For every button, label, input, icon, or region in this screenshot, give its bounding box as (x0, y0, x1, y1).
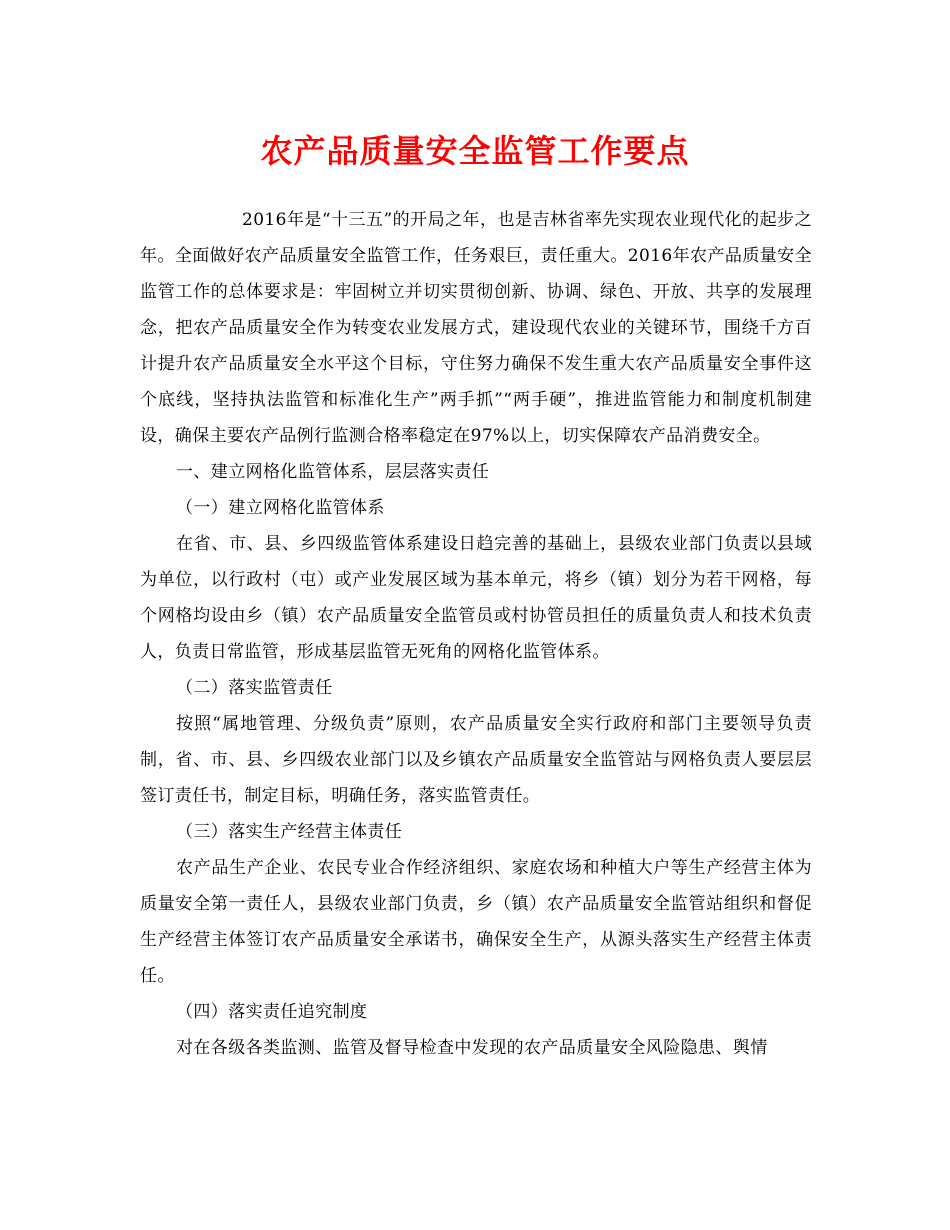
subsection-heading-1: （一）建立网格化监管体系 (176, 498, 385, 518)
subsection-paragraph-4: 对在各级各类监测、监管及督导检查中发现的农产品质量安全风险隐患、舆情 (176, 1038, 768, 1058)
subsection-heading-2: （二）落实监管责任 (176, 678, 333, 698)
section-heading-1: 一、建立网格化监管体系，层层落实责任 (176, 462, 490, 482)
subsection-paragraph-2: 按照“属地管理、分级负责”原则，农产品质量安全实行政府和部门主要领导负责制，省、市、县、乡四级农业部门以及乡镇农产品质量安全监管站与网格负责人要层层签订责任书，制定目标，明确任务，落实监管责任。 (140, 714, 812, 806)
page-title: 农产品质量安全监管工作要点 (260, 132, 690, 170)
subsection-paragraph-1: 在省、市、县、乡四级监管体系建设日趋完善的基础上，县级农业部门负责以县域为单位，以行政村（屯）或产业发展区域为基本单元，将乡（镇）划分为若干网格，每个网格均设由乡（镇）农产品质量安全监管员或村协管员担任的质量负责人和技术负责人，负责日常监管，形成基层监管无死角的网格化监管体系。 (140, 534, 812, 662)
document-body (140, 202, 812, 1066)
intro-paragraph: 2016年是“十三五”的开局之年，也是吉林省率先实现农业现代化的起步之年。全面做好农产品质量安全监管工作，任务艰巨，责任重大。2016年农产品质量安全监管工作的总体要求是：牢固树立并切实贯彻创新、协调、绿色、开放、共享的发展理念，把农产品质量安全作为转变农业发展方式，建设现代农业的关键环节，围绕千方百计提升农产品质量安全水平这个目标，守住努力确保不发生重大农产品质量安全事件这个底线，坚持执法监管和标准化生产”两手抓”“两手硬”，推进监管能力和制度机制建设，确保主要农产品例行监测合格率稳定在97%以上，切实保障农产品消费安全。 (140, 210, 812, 446)
subsection-heading-3: （三）落实生产经营主体责任 (176, 822, 403, 842)
subsection-paragraph-3: 农产品生产企业、农民专业合作经济组织、家庭农场和种植大户等生产经营主体为质量安全第一责任人，县级农业部门负责，乡（镇）农产品质量安全监管站组织和督促生产经营主体签订农产品质量安全承诺书，确保安全生产，从源头落实生产经营主体责任。 (140, 858, 812, 986)
subsection-heading-4: （四）落实责任追究制度 (176, 1002, 368, 1022)
